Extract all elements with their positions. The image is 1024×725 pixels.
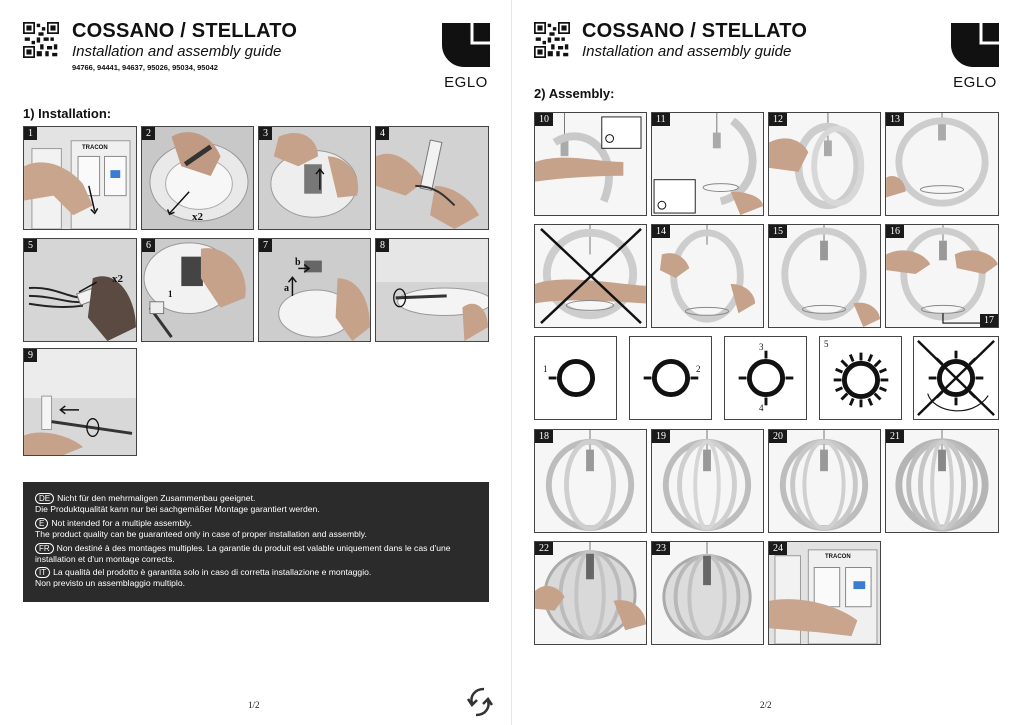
pattern-panel-5 (819, 336, 902, 420)
notice-line: installation et d'un montage corrects. (35, 553, 175, 564)
ring-hook-illustration (652, 113, 763, 215)
step-panel-11 (651, 112, 764, 216)
step-panel-14 (651, 224, 764, 328)
marker-label: 1 (168, 289, 173, 299)
screw-tightening-illustration (376, 239, 488, 341)
step-panel-3 (258, 126, 371, 230)
brand-name: EGLO (953, 74, 997, 91)
step-panel-1 (23, 126, 137, 230)
step-panel-18 (534, 429, 647, 533)
incorrect-assembly-illustration (535, 225, 646, 327)
shade-complete-illustration (652, 542, 763, 644)
page-number: 1/2 (248, 700, 260, 710)
step-number: 3 (259, 127, 272, 140)
step-number: 11 (652, 113, 670, 126)
pattern-panel-3 (724, 336, 807, 420)
step-number: 22 (535, 542, 553, 555)
ring-pattern-full-diagram (820, 337, 901, 419)
shade-partial-illustration (535, 430, 646, 532)
step-number: 13 (886, 113, 904, 126)
notice-fr (35, 543, 477, 565)
step-panel-22 (534, 541, 647, 645)
step-number: 19 (652, 430, 670, 443)
incorrect-pattern-diagram (914, 337, 998, 419)
eglo-logo (442, 23, 490, 91)
language-badge: DE (35, 493, 54, 504)
step-number: 15 (769, 225, 787, 238)
step-number: 5 (24, 239, 37, 252)
step-panel-24 (768, 541, 881, 645)
pattern-panel-1 (534, 336, 617, 420)
step-number: 7 (259, 239, 272, 252)
step-panel-wrong (534, 224, 647, 328)
final-screw-illustration (24, 349, 136, 455)
frame-bottom-ring-illustration (886, 225, 998, 327)
ring-pattern-1-diagram (535, 337, 616, 419)
step-panel-19 (651, 429, 764, 533)
step-panel-2 (141, 126, 254, 230)
language-badge: E (35, 518, 48, 529)
step-number: 17 (980, 314, 998, 327)
step-panel-16 (885, 224, 999, 328)
step-number: 12 (769, 113, 787, 126)
step-number: 10 (535, 113, 553, 126)
notice-line: The product quality can be guaranteed only in case of proper installation and assembly. (35, 528, 367, 539)
shade-adjust-illustration (535, 542, 646, 644)
shade-progress-illustration (652, 430, 763, 532)
step-panel-7 (258, 238, 371, 342)
step-panel-21 (885, 429, 999, 533)
device-brand-label: TRACON (825, 554, 851, 560)
notice-line: Nicht für den mehrmaligen Zusammenbau geeignet. (57, 493, 256, 503)
pattern-label: 2 (696, 364, 701, 374)
article-numbers: 94766, 94441, 94637, 95026, 95034, 95042 (72, 63, 218, 72)
shade-nearly-complete-illustration (886, 430, 998, 532)
page-right (512, 0, 1024, 725)
step-number: 1 (24, 127, 37, 140)
notice-line: Not intended for a multiple assembly. (51, 517, 193, 528)
step-number: 16 (886, 225, 904, 238)
fuse-box-illustration (24, 127, 136, 229)
device-brand-label: TRACON (82, 145, 108, 151)
pattern-panel-2 (629, 336, 712, 420)
document-title: COSSANO / STELLATO (582, 20, 808, 42)
wire-connection-illustration (24, 239, 136, 341)
step-panel-15 (768, 224, 881, 328)
document-subtitle: Installation and assembly guide (582, 43, 792, 60)
section-title-assembly: 2) Assembly: (534, 86, 615, 101)
terminal-block-illustration (376, 127, 488, 229)
step-number: 20 (769, 430, 787, 443)
two-ring-frame-illustration (886, 113, 998, 215)
ceiling-wiring-illustration (142, 239, 253, 341)
notice-line: Die Produktqualität kann nur bei sachgemäßer Montage garantiert werden. (35, 504, 320, 514)
pattern-label: 4 (759, 403, 764, 413)
step-panel-23 (651, 541, 764, 645)
notice-en (35, 518, 477, 540)
pattern-panel-wrong (913, 336, 999, 420)
language-badge: IT (35, 567, 50, 578)
notice-it (35, 567, 477, 589)
shade-more-rings-illustration (769, 430, 880, 532)
pattern-label: 1 (543, 364, 548, 374)
pattern-label: 3 (759, 342, 764, 352)
frame-inner-ring-illustration (652, 225, 763, 327)
eglo-logo (951, 23, 999, 91)
eglo-logo-icon (951, 23, 999, 67)
ring-pattern-4-diagram (725, 337, 806, 419)
pattern-label: 5 (824, 339, 829, 349)
eglo-logo-icon (442, 23, 490, 67)
section-title-installation: 1) Installation: (23, 106, 112, 121)
notice-line: La qualità del prodotto è garantita solo in caso di corretta installazione e montaggio. (53, 567, 372, 578)
quantity-label: x2 (192, 211, 203, 223)
step-number: 24 (769, 542, 787, 555)
step-number: 23 (652, 542, 670, 555)
qr-code-icon (23, 22, 59, 58)
step-number: 6 (142, 239, 155, 252)
step-number: 18 (535, 430, 553, 443)
quantity-label: x2 (112, 273, 123, 285)
step-number: 2 (142, 127, 155, 140)
step-panel-12 (768, 112, 881, 216)
page-number: 2/2 (760, 700, 772, 710)
step-number: 9 (24, 349, 37, 362)
step-number: 21 (886, 430, 904, 443)
step-number: 14 (652, 225, 670, 238)
notice-line: Non previsto un assemblaggio multiplo. (35, 578, 185, 589)
document-subtitle: Installation and assembly guide (72, 43, 282, 60)
ring-insert-illustration (769, 113, 880, 215)
page-turn-icon[interactable] (466, 685, 494, 719)
step-number: 4 (376, 127, 389, 140)
qr-code-icon (534, 22, 570, 58)
canopy-mount-illustration (259, 239, 370, 341)
step-number: 8 (376, 239, 389, 252)
step-panel-6 (141, 238, 254, 342)
warranty-notice (23, 482, 489, 602)
step-panel-13 (885, 112, 999, 216)
marker-label-b: b (295, 257, 301, 268)
notice-de (35, 493, 477, 515)
document-title: COSSANO / STELLATO (72, 20, 298, 42)
language-badge: FR (35, 543, 54, 554)
ring-pattern-2-diagram (630, 337, 711, 419)
step-panel-4 (375, 126, 489, 230)
step-panel-10 (534, 112, 647, 216)
frame-socket-illustration (769, 225, 880, 327)
step-panel-5 (23, 238, 137, 342)
step-panel-20 (768, 429, 881, 533)
ring-attach-illustration (535, 113, 646, 215)
step-panel-9 (23, 348, 137, 456)
step-panel-8 (375, 238, 489, 342)
notice-line: Non destiné à des montages multiples. La garantie du produit est valable uniquement dans le cas d'une (56, 542, 451, 553)
brand-name: EGLO (444, 74, 488, 91)
marker-label-a: a (284, 283, 289, 294)
mounting-bracket-illustration (259, 127, 370, 229)
